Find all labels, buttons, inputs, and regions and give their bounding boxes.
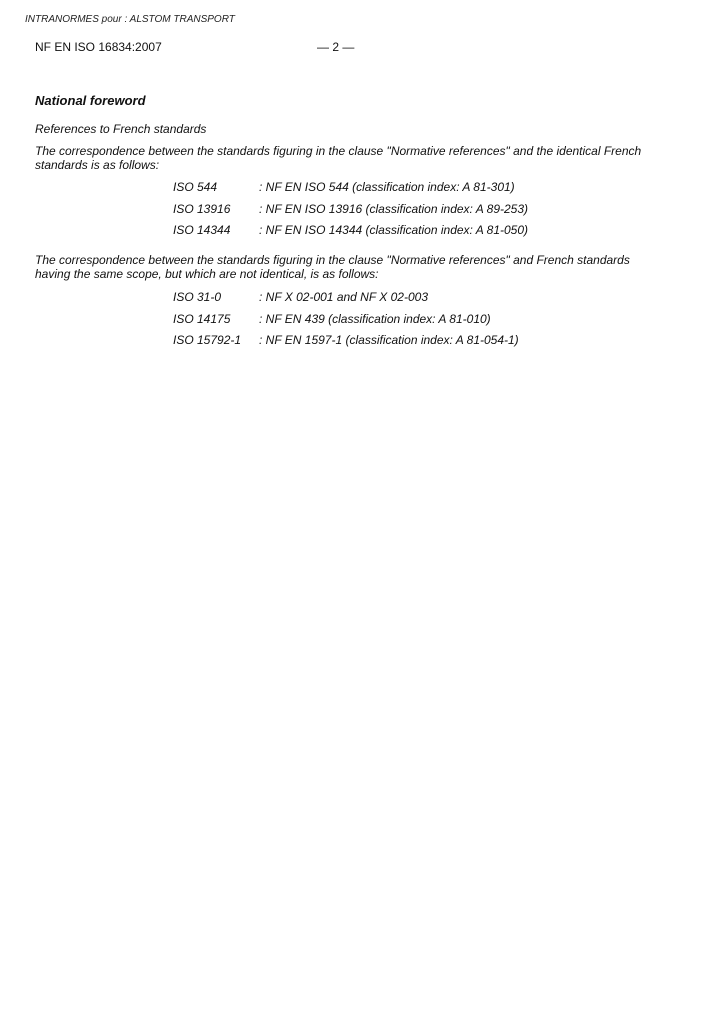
french-standard: : NF EN ISO 13916 (classification index: A 89-253) bbox=[259, 201, 529, 216]
french-standard: : NF EN ISO 14344 (classification index: A 81-050) bbox=[259, 223, 529, 237]
iso-standard: ISO 544 bbox=[173, 180, 218, 194]
reference-row bbox=[173, 333, 519, 355]
intranormes-watermark: INTRANORMES pour : ALSTOM TRANSPORT bbox=[25, 14, 235, 25]
reference-row bbox=[173, 290, 519, 312]
reference-row bbox=[173, 223, 528, 245]
french-standard: : NF X 02-001 and NF X 02-003 bbox=[259, 290, 428, 304]
reference-row bbox=[173, 312, 519, 334]
french-standard: : NF EN 1597-1 (classification index: A 81-054-1) bbox=[259, 333, 519, 347]
non-identical-references-table bbox=[173, 290, 519, 355]
iso-standard: ISO 14175 bbox=[173, 311, 231, 326]
identical-references-table bbox=[173, 180, 528, 245]
iso-standard: ISO 15792-1 bbox=[173, 333, 242, 347]
identical-standards-paragraph: The correspondence between the standards figuring in the clause "Normative references" and the identical French standards is as follows: bbox=[35, 144, 642, 172]
section-title: National foreword bbox=[35, 93, 146, 108]
non-identical-standards-paragraph: The correspondence between the standards figuring in the clause "Normative references" and French standards having the same scope, but which are not identical, is as follows: bbox=[35, 253, 630, 281]
french-standard: : NF EN ISO 544 (classification index: A 81-301) bbox=[259, 180, 515, 194]
document-id: NF EN ISO 16834:2007 bbox=[35, 40, 162, 54]
section-subtitle: References to French standards bbox=[35, 122, 207, 136]
reference-row bbox=[173, 180, 528, 202]
page-number: — 2 — bbox=[317, 40, 355, 54]
french-standard: : NF EN 439 (classification index: A 81-010) bbox=[259, 311, 491, 326]
iso-standard: ISO 14344 bbox=[173, 223, 231, 237]
iso-standard: ISO 31-0 bbox=[173, 290, 222, 304]
reference-row bbox=[173, 202, 528, 224]
iso-standard: ISO 13916 bbox=[173, 201, 231, 216]
